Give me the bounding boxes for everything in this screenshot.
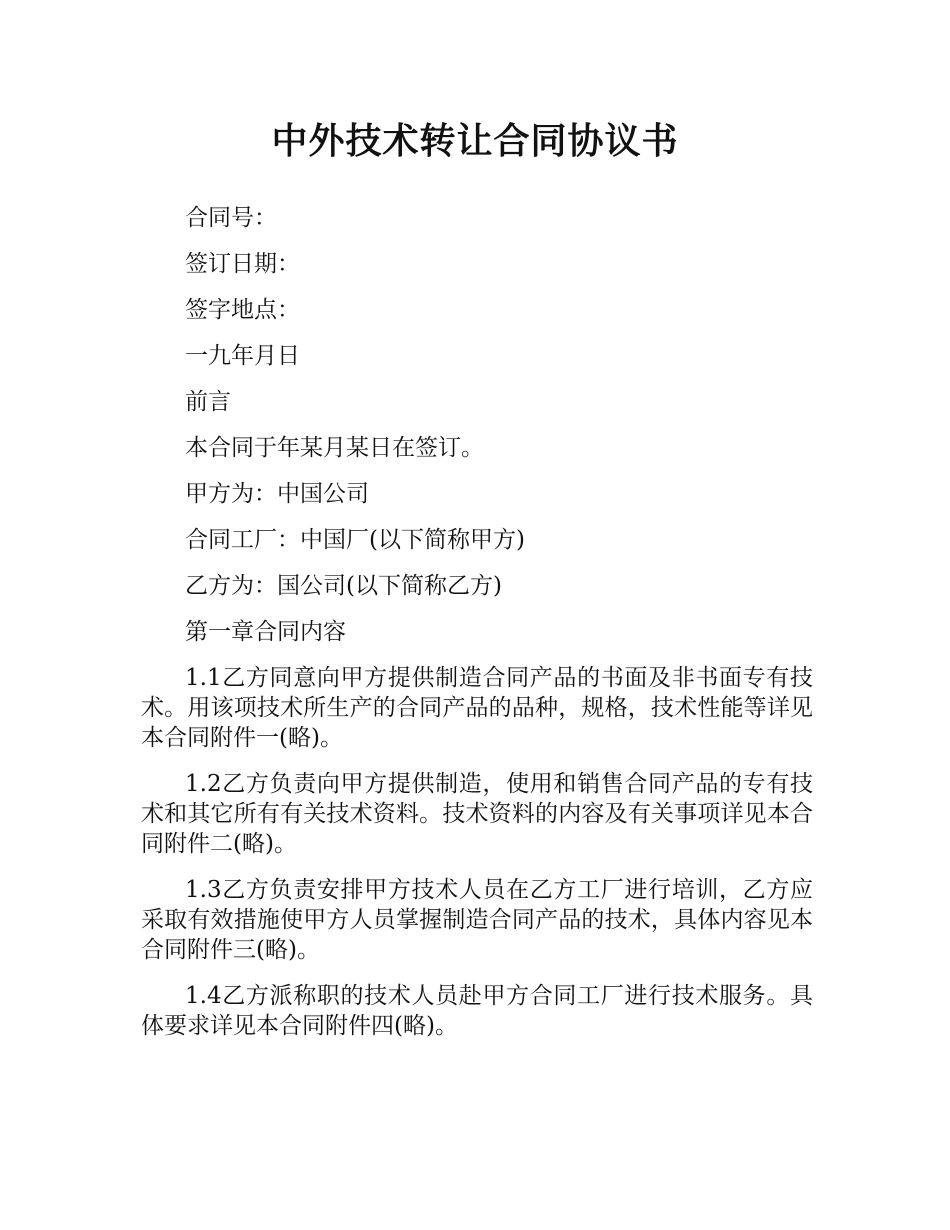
document-body	[141, 203, 813, 1057]
party-a-line: 甲方为：中国公司	[185, 481, 369, 507]
clause-1-2: 1.2乙方负责向甲方提供制造，使用和销售合同产品的专有技术和其它所有有关技术资料。技术资料的内容及有关事项详见本合同附件二(略)。	[141, 771, 813, 857]
signing-place-line: 签字地点：	[185, 297, 300, 323]
date-line: 一九年月日	[185, 343, 300, 369]
contract-factory-line: 合同工厂：中国厂(以下简称甲方)	[185, 527, 525, 553]
party-b-line: 乙方为：国公司(以下简称乙方)	[185, 573, 502, 599]
contract-number-line: 合同号：	[185, 205, 277, 231]
chapter-heading: 第一章合同内容	[185, 619, 346, 645]
clause-1-4: 1.4乙方派称职的技术人员赴甲方合同工厂进行技术服务。具体要求详见本合同附件四(略)。	[141, 983, 813, 1039]
preface-text: 本合同于年某月某日在签订。	[185, 435, 484, 461]
preface-heading: 前言	[185, 389, 231, 415]
document-title: 中外技术转让合同协议书	[271, 121, 679, 162]
signing-date-line: 签订日期：	[185, 251, 300, 277]
clause-1-3: 1.3乙方负责安排甲方技术人员在乙方工厂进行培训，乙方应采取有效措施使甲方人员掌握制造合同产品的技术，具体内容见本合同附件三(略)。	[141, 877, 813, 963]
clause-1-1: 1.1乙方同意向甲方提供制造合同产品的书面及非书面专有技术。用该项技术所生产的合同产品的品种，规格，技术性能等详见本合同附件一(略)。	[141, 665, 813, 751]
